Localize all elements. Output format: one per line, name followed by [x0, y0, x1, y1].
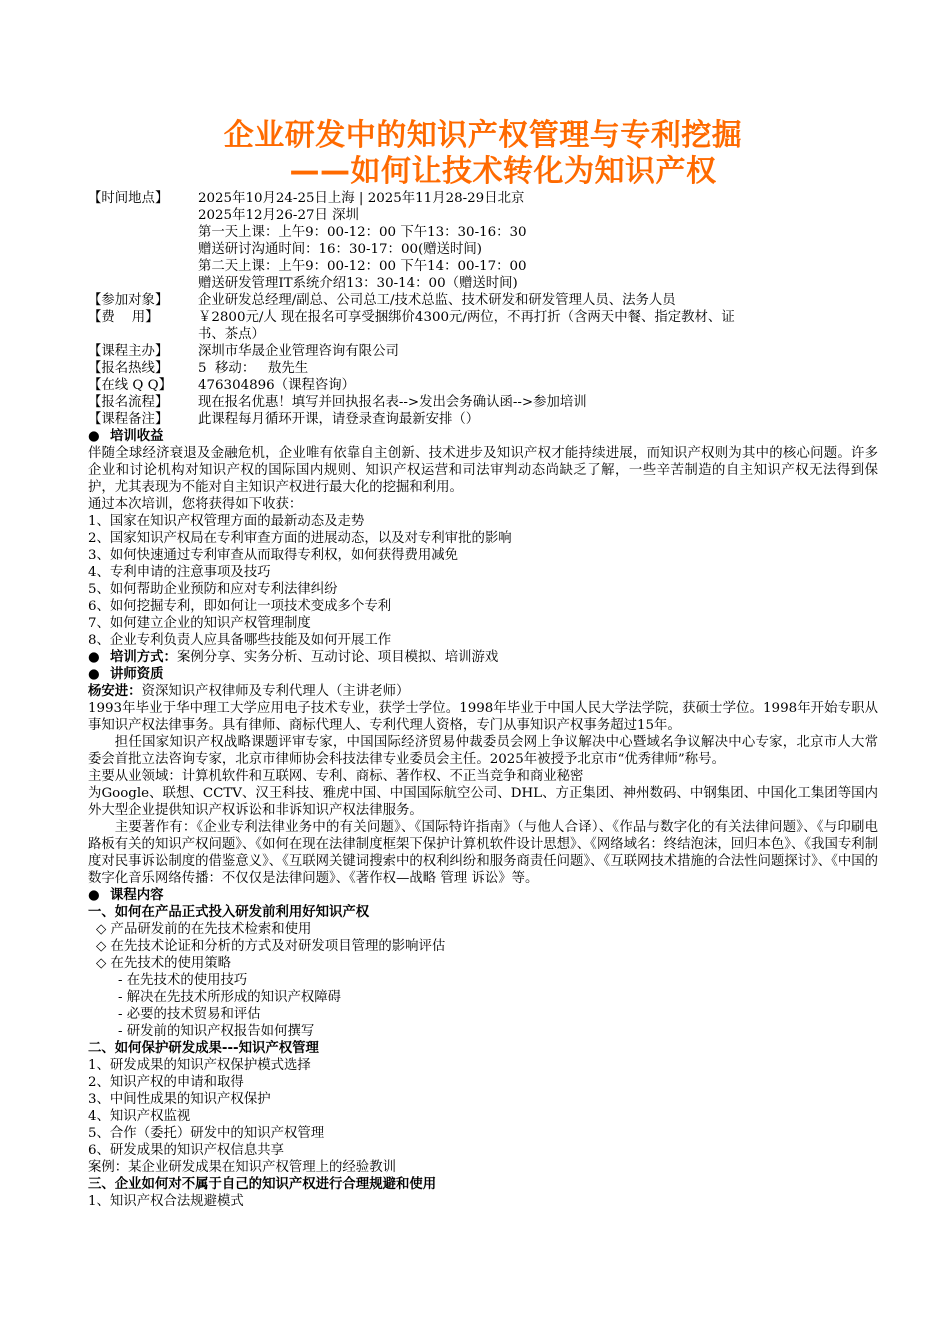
list-item: 1、研发成果的知识产权保护模式选择: [88, 1058, 311, 1073]
qq-label: 【在线 Q Q】: [88, 378, 173, 393]
list-subitem: - 研发前的知识产权报告如何撰写: [118, 1024, 315, 1039]
hotline-label: 【报名热线】: [88, 361, 169, 376]
process-value: 现在报名优惠！填写并回执报名表-->发出会务确认函-->参加培训: [198, 395, 587, 410]
time-line-5: 第二天上课：上午9：00-12：00 下午14：00-17：00: [198, 259, 527, 274]
content-section: [88, 887, 878, 1210]
method-text: 案例分享、实务分析、互动讨论、项目模拟、培训游戏: [176, 650, 499, 665]
audience-value: 企业研发总经理/副总、公司总工/技术总监、技术研发和研发管理人员、法务人员: [198, 293, 676, 308]
audience-label: 【参加对象】: [88, 293, 169, 308]
time-line-2: 2025年12月26-27日 深圳: [198, 208, 359, 223]
teacher-bio-3: 主要从业领域：计算机软件和互联网、专利、商标、著作权、不正当竞争和商业秘密: [88, 769, 584, 784]
document-page: [88, 118, 878, 1210]
bullet-dot-icon: ●: [88, 667, 100, 682]
content-heading: ● 课程内容: [88, 888, 164, 903]
teacher-bio-2: 担任国家知识产权战略课题评审专家，中国国际经济贸易仲裁委员会网上争议解决中心暨域名争议解决中心专家，北京市人大常委会首批立法咨询专家，北京市律师协会科技法律专业委员会主任。2025年被授予北京市“优秀律师”称号。: [88, 735, 878, 767]
list-item: 5、合作（委托）研发中的知识产权管理: [88, 1126, 325, 1141]
list-item: ◇ 产品研发前的在先技术检索和使用: [96, 922, 312, 937]
case-line: 案例：某企业研发成果在知识产权管理上的经验教训: [88, 1160, 396, 1175]
time-label: 【时间地点】: [88, 191, 169, 206]
bullet-dot-icon: ●: [88, 650, 100, 665]
note-value: 此课程每月循环开课，请登录查询最新安排（）: [198, 412, 480, 427]
fee-value-cont: 书、茶点）: [198, 327, 265, 342]
list-subitem: - 在先技术的使用技巧: [118, 973, 248, 988]
list-item: 3、如何快速通过专利审查从而取得专利权，如何获得费用减免: [88, 548, 459, 563]
hotline-value: 5 移动： 敖先生: [198, 361, 309, 376]
list-item: 1、知识产权合法规避模式: [88, 1194, 244, 1209]
list-item: 2、国家知识产权局在专利审查方面的进展动态，以及对专利审批的影响: [88, 531, 512, 546]
process-label: 【报名流程】: [88, 395, 169, 410]
benefits-heading: ● 培训收益: [88, 429, 164, 444]
list-item: 6、如何挖掘专利，即如何让一项技术变成多个专利: [88, 599, 392, 614]
list-subitem: - 解决在先技术所形成的知识产权障碍: [118, 990, 342, 1005]
method-heading: 培训方式：: [110, 650, 177, 665]
bullet-dot-icon: ●: [88, 888, 100, 903]
benefits-section: [88, 428, 878, 649]
teacher-intro: [88, 683, 878, 700]
teacher-bio-4: 为Google、联想、CCTV、汉王科技、雅虎中国、中国国际航空公司、DHL、方正集团、神州数码、中钢集团、中国化工集团等国内外大型企业提供知识产权诉讼和非诉知识产权法律服务。: [88, 786, 878, 818]
qq-value: 476304896（课程咨询）: [198, 378, 356, 393]
bullet-dot-icon: ●: [88, 429, 100, 444]
benefits-intro: 伴随全球经济衰退及金融危机，企业唯有依靠自主创新、技术进步及知识产权才能持续进展，而知识产权则为其中的核心问题。许多企业和讨论机构对知识产权的国际国内规则、知识产权运营和司法审判动态尚缺乏了解，一些辛苦制造的自主知识产权无法得到保护，尤其表现为不能对自主知识产权进行最大化的挖掘和利用。: [88, 446, 878, 495]
list-item: 8、企业专利负责人应具备哪些技能及如何开展工作: [88, 633, 392, 648]
document-title: [88, 118, 878, 190]
method-section: [88, 649, 878, 666]
list-item: 2、知识产权的申请和取得: [88, 1075, 244, 1090]
list-item: 6、研发成果的知识产权信息共享: [88, 1143, 284, 1158]
list-item: 5、如何帮助企业预防和应对专利法律纠纷: [88, 582, 338, 597]
teacher-section: [88, 666, 878, 887]
list-subitem: - 必要的技术贸易和评估: [118, 1007, 261, 1022]
section-1-title: 一、如何在产品正式投入研发前利用好知识产权: [88, 905, 370, 920]
time-line-1: 2025年10月24-25日上海 | 2025年11月28-29日北京: [198, 191, 525, 206]
benefits-lead: 通过本次培训，您将获得如下收获：: [88, 497, 303, 512]
note-label: 【课程备注】: [88, 412, 169, 427]
list-item: 7、如何建立企业的知识产权管理制度: [88, 616, 311, 631]
section-2-title: 二、如何保护研发成果---知识产权管理: [88, 1041, 319, 1056]
fee-value: ￥2800元/人 现在报名可享受捆绑价4300元/两位，不再打折（含两天中餐、指定教材、证: [198, 310, 735, 325]
teacher-bio-1: 1993年毕业于华中理工大学应用电子技术专业，获学士学位。1998年毕业于中国人民大学法学院，获硕士学位。1998年开始专职从事知识产权法律事务。具有律师、商标代理人、专利代理人资格，专门从事知识产权事务超过15年。: [88, 701, 878, 733]
title-line-1: 企业研发中的知识产权管理与专利挖掘: [223, 118, 743, 153]
list-item: 3、中间性成果的知识产权保护: [88, 1092, 271, 1107]
section-3-title: 三、企业如何对不属于自己的知识产权进行合理规避和使用: [88, 1177, 437, 1192]
host-value: 深圳市华晟企业管理咨询有限公司: [198, 344, 399, 359]
time-line-4: 赠送研讨沟通时间：16：30-17：00(赠送时间): [198, 242, 482, 257]
list-item: 4、专利申请的注意事项及技巧: [88, 565, 271, 580]
teacher-title: 资深知识产权律师及专利代理人（主讲老师）: [141, 684, 410, 699]
teacher-heading: ● 讲师资质: [88, 667, 164, 682]
benefits-list: [88, 513, 878, 649]
list-item: ◇ 在先技术论证和分析的方式及对研发项目管理的影响评估: [96, 939, 446, 954]
list-item: ◇ 在先技术的使用策略: [96, 956, 232, 971]
teacher-name: 杨安进：: [88, 684, 142, 699]
time-line-6: 赠送研发管理IT系统介绍13：30-14：00（赠送时间): [198, 276, 518, 291]
teacher-bio-5: 主要著作有：《企业专利法律业务中的有关问题》、《国际特许指南》（与他人合译）、《作品与数字化的有关法律问题》、《与印刷电路板有关的知识产权问题》、《如何在现在法律制度框架下保护计算机软件设计思想》、《网络域名：终结泡沫，回归本色》、《我国专利制度对民事诉讼制度的借鉴意义》、《互联网关键词搜索中的权利纠纷和服务商责任问题》、《互联网技术措施的合法性问题探讨》、《中国的数字化音乐网络传播：不仅仅是法律问题》、《著作权—战略 管理 诉讼》等。: [88, 820, 879, 886]
course-info: [88, 190, 878, 428]
time-line-3: 第一天上课：上午9：00-12：00 下午13：30-16：30: [198, 225, 527, 240]
title-line-2: ——如何让技术转化为知识产权: [289, 154, 717, 189]
list-item: 1、国家在知识产权管理方面的最新动态及走势: [88, 514, 365, 529]
host-label: 【课程主办】: [88, 344, 169, 359]
list-item: 4、知识产权监视: [88, 1109, 191, 1124]
fee-label: 【费 用】: [88, 310, 159, 325]
